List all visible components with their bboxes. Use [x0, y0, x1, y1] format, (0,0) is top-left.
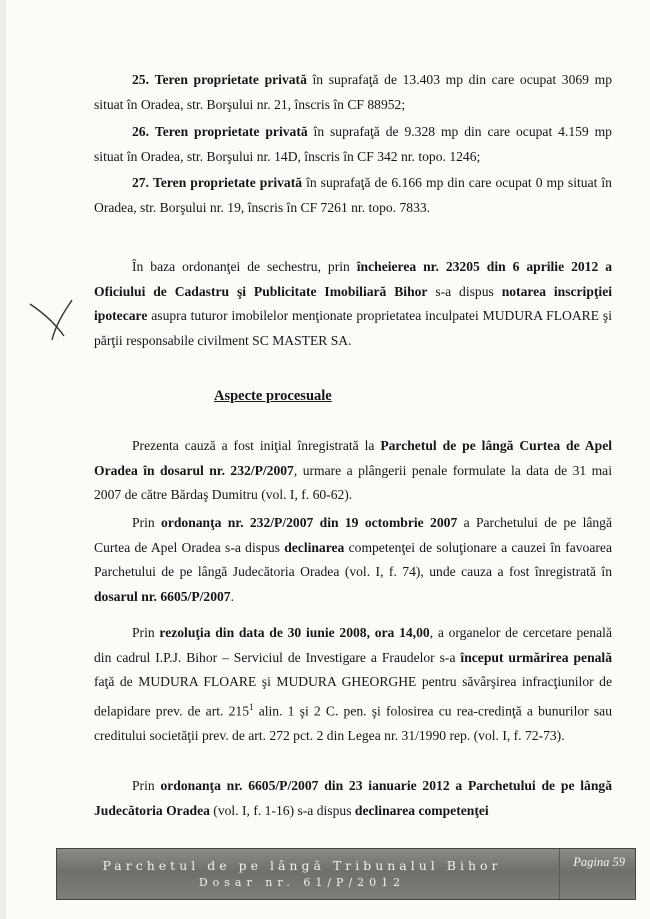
section-heading: Aspecte procesuale [214, 388, 332, 404]
paragraph: Prin ordonanţa nr. 232/P/2007 din 19 octombrie 2007 a Parchetului de pe lângă Curtea de Apel Oradea s-a dispus declinarea competenţei de soluţionare a cauzei în favoarea Parchetului de pe lângă Judecătoria Oradea (vol. I, f. 74), unde cauza a fost înregistrată în dosarul nr. 6605/P/2007. [94, 515, 613, 604]
paragraph-sechestru: În baza ordonanţei de sechestru, prin încheierea nr. 23205 din 6 aprilie 2012 a Oficiului de Cadastru şi Publicitate Imobiliară Bihor s-a dispus notarea inscripţiei ipotecare asupra tuturor imobilelor menţionate proprietatea inculpatei MUDURA FLOARE şi părţii responsabile civilment SC MASTER SA. [94, 259, 613, 348]
footer-case-number: Dosar nr. 61/P/2012 [198, 876, 406, 889]
list-item: 27. Teren proprietate privată în suprafaţă de 6.166 mp din care ocupat 0 mp situat în Oradea, str. Borşului nr. 19, înscris în CF 7261 nr. topo. 7833. [94, 175, 612, 215]
paragraph: Prin rezoluţia din data de 30 iunie 2008, ora 14,00, a organelor de cercetare penală din cadrul I.P.J. Bihor – Serviciul de Investigare a Fraudelor s-a început urmărirea penală faţă de MUDURA FLOARE şi MUDURA GHEORGHE pentru săvârşirea infracţiunilor de delapidare prev. de art. $215^1$ alin. 1 şi 2 C. pen. şi folosirea cu rea-credinţă a bunurilor sau creditului societăţii prev. de art. 272 pct. 2 din Legea nr. 31/1990 rep. (vol. I, f. 72-73). [94, 625, 612, 743]
list-item: 26. Teren proprietate privată în suprafaţă de 9.328 mp din care ocupat 4.159 mp situat în Oradea, str. Borşului nr. 14D, înscris în CF 342 nr. topo. 1246; [94, 124, 612, 164]
page-number: Pagina 59 [573, 855, 625, 869]
footer-institution-name: Parchetul de pe lângă Tribunalul Bihor [102, 858, 502, 873]
paragraph: Prezenta cauză a fost iniţial înregistrată la Parchetul de pe lângă Curtea de Apel Oradea în dosarul nr. 232/P/2007, urmare a plângerii penale formulate la data de 31 mai 2007 de către Bărdaş Dumitru (vol. I, f. 60-62). [94, 438, 612, 502]
scan-edge [0, 0, 6, 919]
list-item: 25. Teren proprietate privată în suprafaţă de 13.403 mp din care ocupat 3069 mp situat în Oradea, str. Borşului nr. 21, înscris în CF 88952; [94, 72, 612, 112]
paragraph: Prin ordonanţa nr. 6605/P/2007 din 23 ianuarie 2012 a Parchetului de pe lângă Judecătoria Oradea (vol. I, f. 1-16) s-a dispus declinarea competenţei [94, 778, 612, 818]
page-footer [56, 848, 636, 900]
footer-divider [559, 849, 560, 899]
handwritten-x-mark [28, 296, 78, 344]
footer-institution [57, 849, 547, 899]
